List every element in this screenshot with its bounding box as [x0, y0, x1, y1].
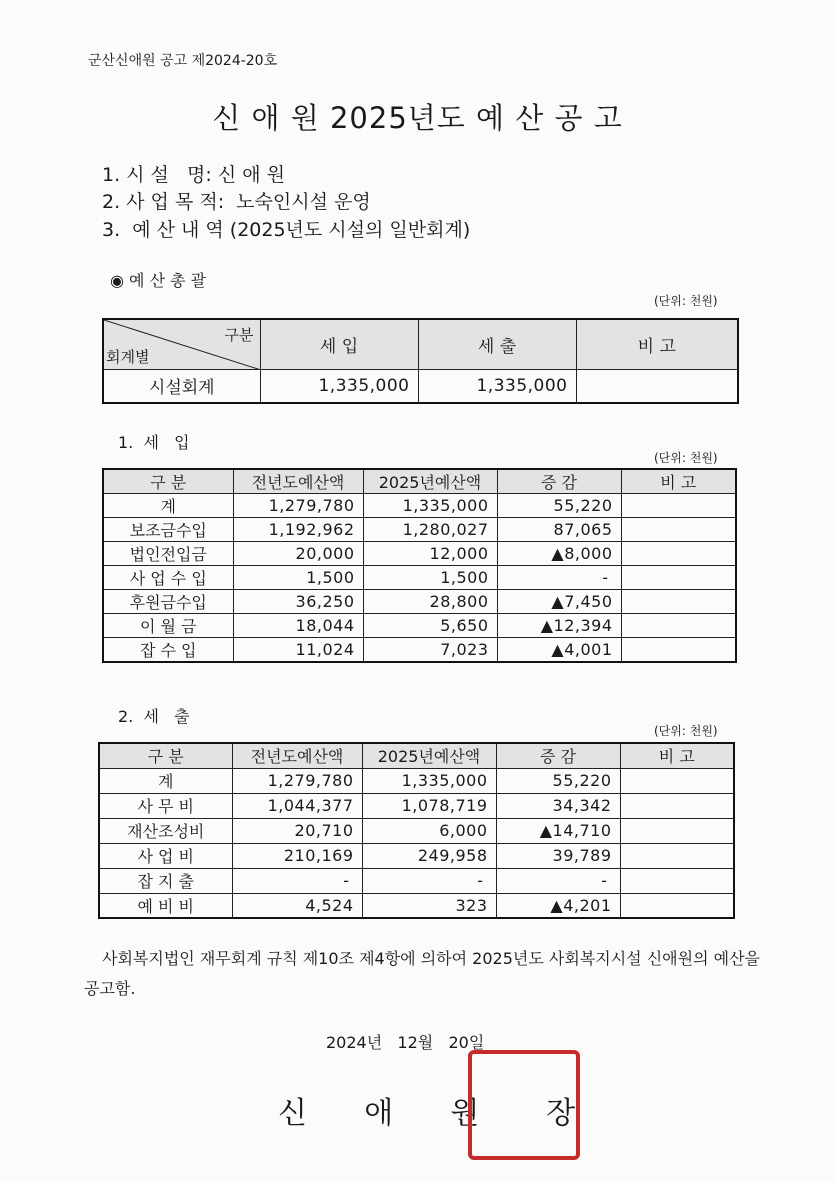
revenue-cell-prev-year: 11,024 [233, 638, 363, 663]
revenue-cell-change: - [497, 566, 621, 590]
revenue-cell-note [621, 638, 736, 663]
expenditure-cell-change: 34,342 [496, 793, 620, 818]
expenditure-header-change: 증 감 [496, 743, 620, 768]
page-title: 신 애 원 2025년도 예 산 공 고 [212, 101, 623, 135]
expenditure-cell-note [620, 768, 734, 793]
expenditure-unit: (단위: 천원) [654, 724, 718, 738]
expenditure-cell-budget-2025: 1,078,719 [362, 793, 496, 818]
revenue-cell-prev-year: 20,000 [233, 542, 363, 566]
expenditure-cell-prev-year: 20,710 [232, 818, 362, 843]
expenditure-cell-budget-2025: - [362, 868, 496, 893]
revenue-cell-budget-2025: 7,023 [363, 638, 497, 663]
revenue-header-category: 구 분 [103, 469, 233, 494]
expenditure-cell-prev-year: 1,279,780 [232, 768, 362, 793]
summary-col-expenditure: 세 출 [418, 319, 576, 369]
expenditure-cell-category: 계 [99, 768, 232, 793]
notice-number: 군산신애원 공고 제2024-20호 [88, 53, 278, 69]
revenue-cell-budget-2025: 12,000 [363, 542, 497, 566]
table-row [99, 868, 734, 893]
revenue-cell-category: 보조금수입 [103, 518, 233, 542]
expenditure-cell-note [620, 818, 734, 843]
info-budget-details: 3. 예 산 내 역 (2025년도 시설의 일반회계) [102, 219, 471, 241]
corner-label-account: 회계별 [106, 347, 150, 366]
summary-col-note: 비 고 [576, 319, 738, 369]
expenditure-cell-budget-2025: 6,000 [362, 818, 496, 843]
expenditure-heading: 2. 세 출 [118, 707, 190, 726]
expenditure-cell-note [620, 793, 734, 818]
table-row [103, 638, 736, 663]
expenditure-cell-note [620, 868, 734, 893]
revenue-cell-note [621, 542, 736, 566]
expenditure-cell-prev-year: 210,169 [232, 843, 362, 868]
table-row [99, 768, 734, 793]
table-row [99, 818, 734, 843]
expenditure-cell-change: ▲4,201 [496, 893, 620, 918]
summary-revenue-value: 1,335,000 [260, 369, 418, 403]
expenditure-cell-change: 39,789 [496, 843, 620, 868]
expenditure-header-category: 구 분 [99, 743, 232, 768]
revenue-cell-note [621, 518, 736, 542]
revenue-cell-category: 사 업 수 입 [103, 566, 233, 590]
table-row [103, 518, 736, 542]
revenue-table [102, 468, 737, 663]
expenditure-cell-category: 사 업 비 [99, 843, 232, 868]
revenue-cell-note [621, 590, 736, 614]
table-row [99, 793, 734, 818]
expenditure-cell-prev-year: 1,044,377 [232, 793, 362, 818]
summary-col-revenue: 세 입 [260, 319, 418, 369]
corner-label-category: 구분 [224, 326, 254, 344]
expenditure-cell-change: - [496, 868, 620, 893]
revenue-unit: (단위: 천원) [654, 451, 718, 465]
expenditure-cell-category: 사 무 비 [99, 793, 232, 818]
summary-table [102, 318, 739, 404]
expenditure-cell-prev-year: 4,524 [232, 893, 362, 918]
revenue-cell-budget-2025: 1,500 [363, 566, 497, 590]
revenue-cell-change: ▲8,000 [497, 542, 621, 566]
summary-expenditure-value: 1,335,000 [418, 369, 576, 403]
expenditure-cell-budget-2025: 323 [362, 893, 496, 918]
revenue-cell-note [621, 614, 736, 638]
expenditure-cell-note [620, 893, 734, 918]
closing-statement: 사회복지법인 재무회계 규칙 제10조 제4항에 의하여 2025년도 사회복지시설 신애원의 예산을 공고함. [84, 949, 760, 998]
table-row [99, 843, 734, 868]
revenue-cell-change: ▲12,394 [497, 614, 621, 638]
revenue-cell-prev-year: 1,279,780 [233, 494, 363, 518]
revenue-cell-change: ▲7,450 [497, 590, 621, 614]
revenue-cell-budget-2025: 1,280,027 [363, 518, 497, 542]
revenue-cell-note [621, 494, 736, 518]
revenue-cell-category: 이 월 금 [103, 614, 233, 638]
revenue-cell-change: ▲4,001 [497, 638, 621, 663]
revenue-header-prev-year: 전년도예산액 [233, 469, 363, 494]
summary-unit: (단위: 천원) [654, 294, 718, 308]
revenue-cell-change: 87,065 [497, 518, 621, 542]
summary-corner-cell [103, 319, 260, 369]
summary-heading: ◉ 예 산 총 괄 [110, 271, 207, 290]
expenditure-cell-change: 55,220 [496, 768, 620, 793]
expenditure-cell-category: 예 비 비 [99, 893, 232, 918]
expenditure-header-note: 비 고 [620, 743, 734, 768]
expenditure-header-2025: 2025년예산액 [362, 743, 496, 768]
expenditure-cell-change: ▲14,710 [496, 818, 620, 843]
revenue-header-note: 비 고 [621, 469, 736, 494]
official-seal [464, 1046, 584, 1164]
revenue-cell-budget-2025: 1,335,000 [363, 494, 497, 518]
revenue-cell-category: 잡 수 입 [103, 638, 233, 663]
table-row [103, 542, 736, 566]
summary-row-label: 시설회계 [103, 369, 260, 403]
expenditure-cell-category: 잡 지 출 [99, 868, 232, 893]
expenditure-header-prev-year: 전년도예산액 [232, 743, 362, 768]
table-row [103, 494, 736, 518]
expenditure-cell-prev-year: - [232, 868, 362, 893]
expenditure-table [98, 742, 735, 919]
revenue-cell-budget-2025: 5,650 [363, 614, 497, 638]
table-row [103, 566, 736, 590]
revenue-cell-category: 법인전입금 [103, 542, 233, 566]
expenditure-cell-budget-2025: 249,958 [362, 843, 496, 868]
revenue-cell-prev-year: 1,500 [233, 566, 363, 590]
notice-date: 2024년 12월 20일 [326, 1033, 485, 1052]
info-facility-name: 1. 시 설 명: 신 애 원 [102, 164, 285, 186]
table-row [99, 893, 734, 918]
info-business-purpose: 2. 사 업 목 적: 노숙인시설 운영 [102, 191, 371, 213]
table-row [103, 614, 736, 638]
summary-note-value [576, 369, 738, 403]
revenue-cell-category: 계 [103, 494, 233, 518]
revenue-cell-prev-year: 1,192,962 [233, 518, 363, 542]
organization-signature: 신 애 원 장 [278, 1096, 576, 1131]
revenue-cell-prev-year: 36,250 [233, 590, 363, 614]
revenue-header-2025: 2025년예산액 [363, 469, 497, 494]
revenue-cell-change: 55,220 [497, 494, 621, 518]
expenditure-cell-category: 재산조성비 [99, 818, 232, 843]
table-row [103, 590, 736, 614]
revenue-cell-category: 후원금수입 [103, 590, 233, 614]
expenditure-cell-budget-2025: 1,335,000 [362, 768, 496, 793]
revenue-cell-note [621, 566, 736, 590]
revenue-header-change: 증 감 [497, 469, 621, 494]
revenue-heading: 1. 세 입 [118, 433, 190, 452]
revenue-cell-budget-2025: 28,800 [363, 590, 497, 614]
expenditure-cell-note [620, 843, 734, 868]
revenue-cell-prev-year: 18,044 [233, 614, 363, 638]
